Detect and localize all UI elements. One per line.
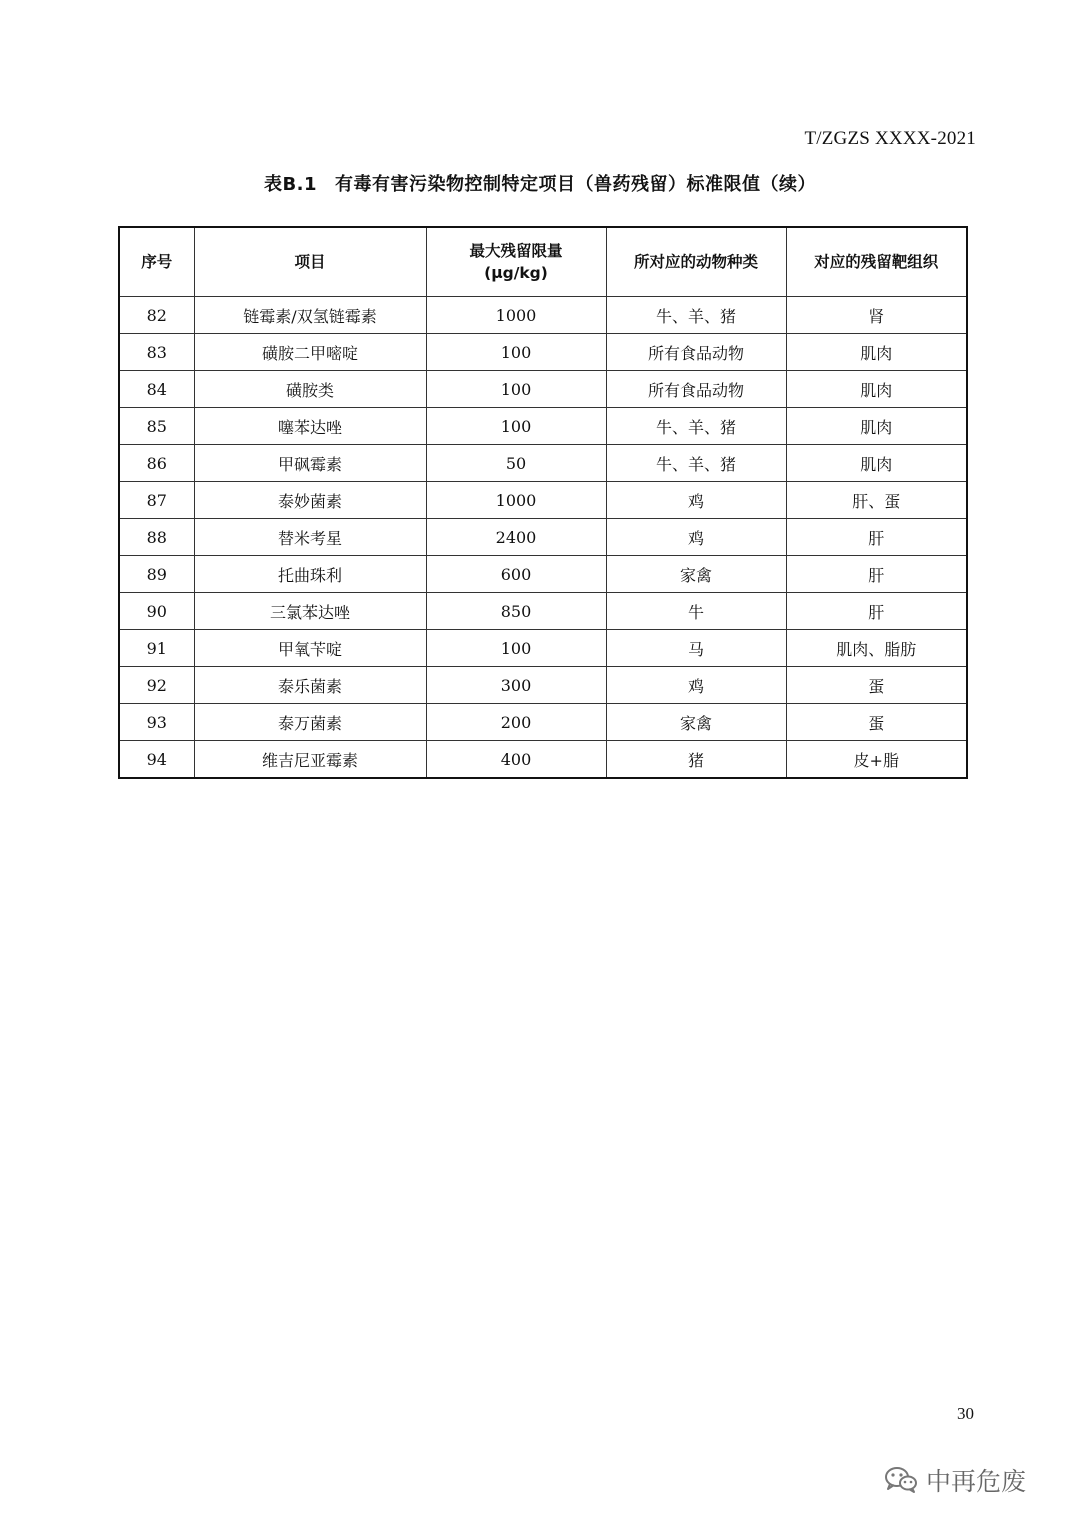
cell-animal: 鸡 xyxy=(606,482,786,519)
header-no: 序号 xyxy=(119,227,194,297)
header-limit xyxy=(426,227,606,297)
cell-item: 泰妙菌素 xyxy=(194,482,426,519)
cell-no: 83 xyxy=(119,334,194,371)
cell-item: 甲氧苄啶 xyxy=(194,630,426,667)
header-item: 项目 xyxy=(194,227,426,297)
document-code: T/ZGZS XXXX-2021 xyxy=(804,128,976,149)
header-animal: 所对应的动物种类 xyxy=(606,227,786,297)
cell-no: 94 xyxy=(119,741,194,779)
cell-limit: 400 xyxy=(426,741,606,779)
cell-tissue: 皮+脂 xyxy=(786,741,967,779)
cell-limit: 1000 xyxy=(426,482,606,519)
cell-limit: 100 xyxy=(426,630,606,667)
caption-title: 有毒有害污染物控制特定项目（兽药残留）标准限值（续） xyxy=(335,174,817,195)
table-row xyxy=(119,556,967,593)
cell-tissue: 蛋 xyxy=(786,667,967,704)
cell-tissue: 肌肉、脂肪 xyxy=(786,630,967,667)
cell-tissue: 肝 xyxy=(786,556,967,593)
cell-item: 泰万菌素 xyxy=(194,704,426,741)
cell-limit: 50 xyxy=(426,445,606,482)
watermark xyxy=(884,1462,1026,1498)
cell-item: 磺胺类 xyxy=(194,371,426,408)
cell-item: 托曲珠利 xyxy=(194,556,426,593)
table-row xyxy=(119,519,967,556)
cell-limit: 100 xyxy=(426,371,606,408)
cell-tissue: 肌肉 xyxy=(786,408,967,445)
cell-item: 链霉素/双氢链霉素 xyxy=(194,297,426,334)
cell-no: 86 xyxy=(119,445,194,482)
cell-item: 维吉尼亚霉素 xyxy=(194,741,426,779)
cell-limit: 2400 xyxy=(426,519,606,556)
cell-animal: 家禽 xyxy=(606,704,786,741)
cell-animal: 所有食品动物 xyxy=(606,371,786,408)
cell-animal: 牛、羊、猪 xyxy=(606,408,786,445)
caption-label: 表B.1 xyxy=(263,174,318,195)
wechat-icon xyxy=(884,1466,918,1494)
cell-item: 磺胺二甲嘧啶 xyxy=(194,334,426,371)
cell-item: 噻苯达唑 xyxy=(194,408,426,445)
cell-item: 替米考星 xyxy=(194,519,426,556)
cell-tissue: 肝 xyxy=(786,593,967,630)
cell-no: 85 xyxy=(119,408,194,445)
cell-limit: 200 xyxy=(426,704,606,741)
table-row xyxy=(119,445,967,482)
cell-no: 89 xyxy=(119,556,194,593)
table-row xyxy=(119,334,967,371)
cell-tissue: 肌肉 xyxy=(786,445,967,482)
page-number: 30 xyxy=(957,1404,974,1423)
cell-no: 90 xyxy=(119,593,194,630)
table-header-row xyxy=(119,227,967,297)
cell-item: 三氯苯达唑 xyxy=(194,593,426,630)
cell-limit: 100 xyxy=(426,408,606,445)
cell-animal: 牛 xyxy=(606,593,786,630)
header-limit-label: 最大残留限量 xyxy=(469,242,563,260)
cell-animal: 牛、羊、猪 xyxy=(606,297,786,334)
table-row xyxy=(119,371,967,408)
cell-limit: 850 xyxy=(426,593,606,630)
cell-no: 84 xyxy=(119,371,194,408)
table-row xyxy=(119,482,967,519)
table-row xyxy=(119,741,967,779)
residue-limit-table xyxy=(118,226,968,779)
cell-tissue: 蛋 xyxy=(786,704,967,741)
table-caption xyxy=(0,170,1080,196)
cell-animal: 鸡 xyxy=(606,667,786,704)
cell-limit: 600 xyxy=(426,556,606,593)
cell-item: 甲砜霉素 xyxy=(194,445,426,482)
cell-no: 88 xyxy=(119,519,194,556)
cell-no: 82 xyxy=(119,297,194,334)
watermark-text: 中再危废 xyxy=(926,1467,1027,1496)
cell-no: 92 xyxy=(119,667,194,704)
cell-no: 87 xyxy=(119,482,194,519)
header-tissue: 对应的残留靶组织 xyxy=(786,227,967,297)
table-row xyxy=(119,297,967,334)
cell-animal: 所有食品动物 xyxy=(606,334,786,371)
cell-animal: 牛、羊、猪 xyxy=(606,445,786,482)
cell-tissue: 肝、蛋 xyxy=(786,482,967,519)
cell-tissue: 肌肉 xyxy=(786,334,967,371)
table-row xyxy=(119,408,967,445)
cell-limit: 300 xyxy=(426,667,606,704)
table-row xyxy=(119,667,967,704)
cell-no: 91 xyxy=(119,630,194,667)
header-limit-unit: (μg/kg) xyxy=(484,264,548,282)
cell-no: 93 xyxy=(119,704,194,741)
cell-tissue: 肌肉 xyxy=(786,371,967,408)
cell-tissue: 肝 xyxy=(786,519,967,556)
cell-animal: 马 xyxy=(606,630,786,667)
cell-animal: 猪 xyxy=(606,741,786,779)
cell-item: 泰乐菌素 xyxy=(194,667,426,704)
cell-limit: 1000 xyxy=(426,297,606,334)
cell-animal: 家禽 xyxy=(606,556,786,593)
cell-animal: 鸡 xyxy=(606,519,786,556)
table-row xyxy=(119,630,967,667)
table-row xyxy=(119,704,967,741)
table-row xyxy=(119,593,967,630)
cell-limit: 100 xyxy=(426,334,606,371)
cell-tissue: 肾 xyxy=(786,297,967,334)
